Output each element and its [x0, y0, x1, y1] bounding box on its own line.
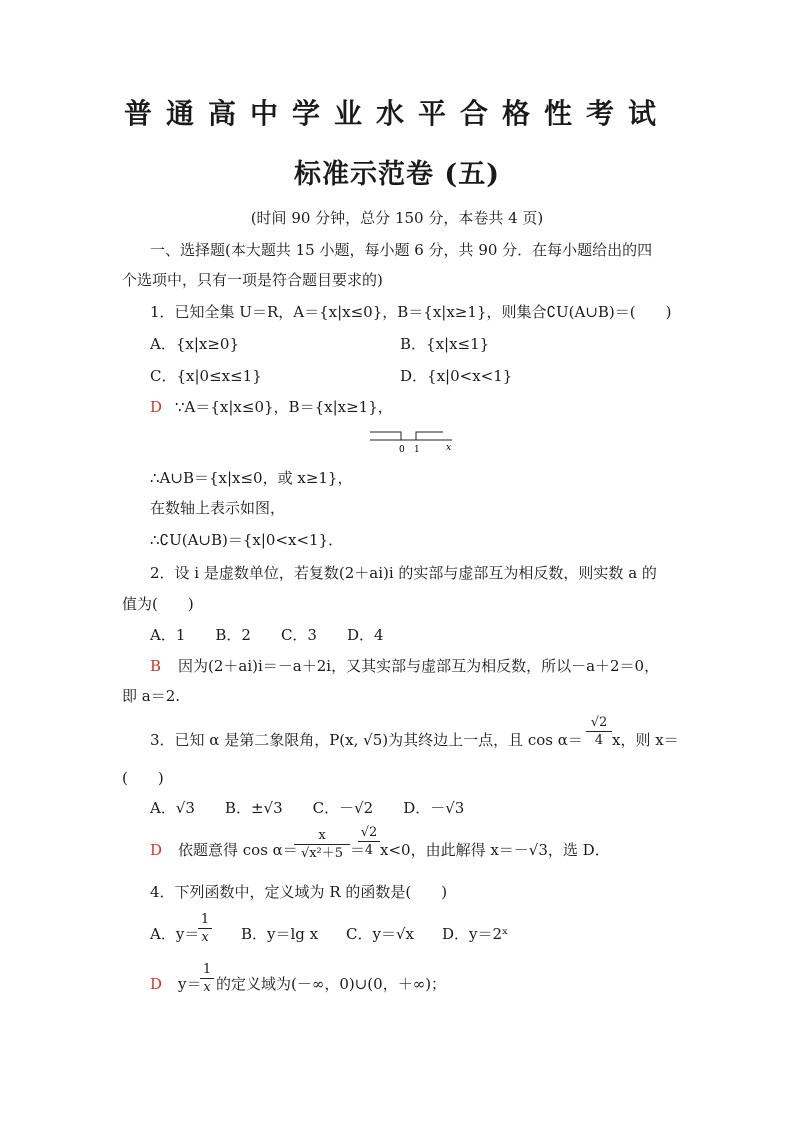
q4-solution-post: 的定义域为(－∞，0)∪(0，＋∞)；	[216, 975, 447, 993]
q3-stem-2: ( )	[122, 769, 164, 787]
q3-solution-fraction-2-den: 4	[364, 843, 374, 858]
q3-answer: D	[150, 841, 163, 859]
q4-option-d: D．y＝2ˣ	[442, 925, 509, 943]
q4-solution-pre: y＝	[178, 975, 202, 993]
q3-stem-b: x，则 x＝	[612, 731, 679, 749]
number-line-figure	[368, 426, 458, 454]
q2-stem-2: 值为( )	[122, 595, 194, 613]
q3-solution-fraction-1-num: x	[294, 827, 350, 845]
q1-answer: D	[150, 398, 163, 416]
q3-solution-eq: ＝	[350, 841, 366, 859]
q2-options: A．1 B．2 C．3 D．4	[150, 626, 384, 644]
axis-label-1: 1	[414, 445, 420, 454]
q3-solution-fraction-1-den: √x²＋5	[300, 846, 344, 861]
section-heading-line2: 个选项中，只有一项是符合题目要求的)	[122, 271, 383, 289]
q1-solution-3: 在数轴上表示如图，	[150, 499, 286, 517]
q4-option-a-fraction	[198, 911, 212, 946]
q3-stem-fraction-den: 4	[594, 733, 604, 748]
q1-solution-1: ∵A＝{x|x≤0}，B＝{x|x≥1}，	[175, 398, 393, 416]
q3-stem-a: 3．已知 α 是第二象限角，P(x, √5)为其终边上一点，且 cos α＝	[150, 731, 583, 749]
q4-option-a-den: x	[201, 930, 209, 945]
q2-solution-2: 即 a＝2.	[122, 687, 181, 705]
q4-option-a-num: 1	[198, 911, 212, 929]
q3-stem-fraction	[586, 714, 612, 749]
q4-solution-num: 1	[200, 961, 214, 979]
q3-solution-b: x<0，由此解得 x＝－√3，选 D．	[380, 841, 610, 859]
q1-option-c: C．{x|0≤x≤1}	[150, 367, 262, 385]
q4-option-c: C．y＝√x	[346, 925, 414, 943]
exam-subtitle: 标准示范卷 (五)	[294, 159, 500, 190]
q4-solution-fraction	[200, 961, 214, 996]
q4-answer: D	[150, 975, 163, 993]
q1-option-a: A．{x|x≥0}	[150, 335, 240, 353]
q1-solution-2: ∴A∪B＝{x|x≤0，或 x≥1}，	[150, 469, 353, 487]
q4-solution-den: x	[203, 980, 211, 995]
q4-stem: 4．下列函数中，定义域为 R 的函数是( )	[150, 883, 448, 901]
q3-solution-fraction-2-num: √2	[358, 824, 380, 842]
q3-solution-a: 依题意得 cos α＝	[178, 841, 298, 859]
q2-solution-1: 因为(2＋ai)i＝－a＋2i，又其实部与虚部互为相反数，所以－a＋2＝0，	[178, 657, 660, 675]
q3-options: A．√3 B．±√3 C．－√2 D．－√3	[150, 799, 465, 817]
q2-answer: B	[150, 657, 162, 675]
axis-label-x: x	[446, 443, 452, 453]
q3-solution-fraction-2	[358, 824, 380, 859]
q1-option-b: B．{x|x≤1}	[400, 335, 490, 353]
q1-option-d: D．{x|0<x<1}	[400, 367, 513, 385]
axis-label-0: 0	[399, 445, 405, 454]
section-heading-line1: 一、选择题(本大题共 15 小题，每小题 6 分，共 90 分．在每小题给出的四	[150, 241, 653, 259]
q2-stem-1: 2．设 i 是虚数单位，若复数(2＋ai)i 的实部与虚部互为相反数，则实数 a 的	[150, 564, 657, 582]
exam-info: (时间 90 分钟，总分 150 分，本卷共 4 页)	[250, 209, 544, 227]
q3-solution-fraction-1	[294, 827, 350, 862]
q1-solution-4: ∴∁U(A∪B)＝{x|0<x<1}．	[150, 531, 344, 549]
q4-option-a: A．y＝	[150, 925, 200, 943]
q4-option-b: B．y＝lg x	[241, 925, 319, 943]
q3-stem-fraction-num: √2	[586, 714, 612, 732]
q1-stem: 1．已知全集 U＝R，A＝{x|x≤0}，B＝{x|x≥1}，则集合∁U(A∪B)＝( )	[150, 303, 672, 321]
exam-title: 普通高中学业水平合格性考试	[123, 97, 670, 130]
